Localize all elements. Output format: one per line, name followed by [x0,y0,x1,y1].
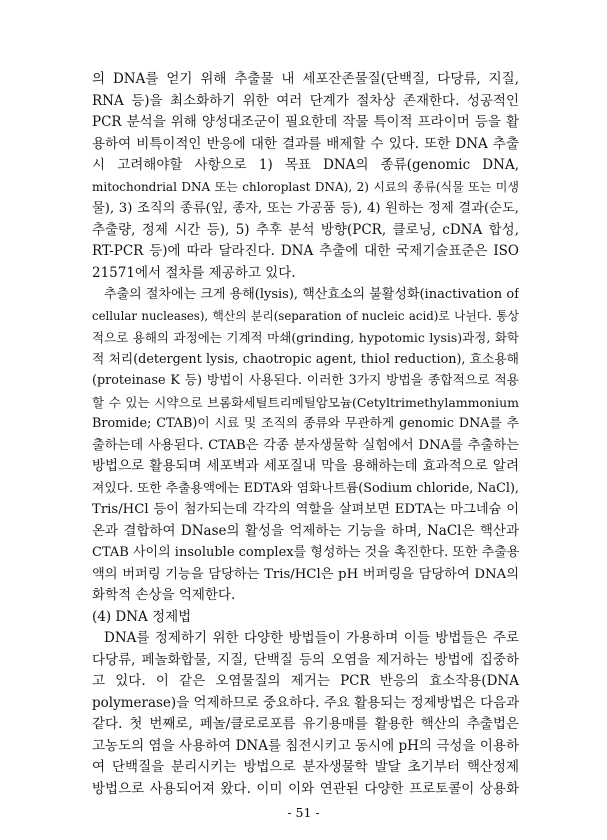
text-line: 액의 버퍼링 기능을 담당하는 Tris/HCl은 pH 버퍼링을 담당하여 DNA의 [92,566,519,582]
text-line: 적으로 용해의 과정에는 기계적 마쇄(grinding, hypotomic lysis)과정, 화학 [92,330,519,345]
text-line: 다당류, 페놀화합물, 지질, 단백질 등의 오염을 제거하는 방법에 집중하 [92,651,519,668]
text-line: 출하는데 사용된다. CTAB은 각종 분자생물학 실험에서 DNA를 추출하는 [92,437,519,453]
text-line: 방법으로 활용되며 세포벽과 세포질내 막을 용해하는데 효과적으로 알려 [92,458,519,474]
text-line: 물), 3) 조직의 종류(잎, 종자, 또는 가공품 등), 4) 원하는 정제 결과(순도, [92,201,519,216]
text-line: 여 단백질을 분리시키는 방법으로 분자생물학 발달 초기부터 핵산정제 [92,759,519,775]
text-line: 같다. 첫 번째로, 페놀/클로로포름 유기용매를 활용한 핵산의 추출법은 [92,716,519,732]
text-line: 방법으로 사용되어져 왔다. 이미 이와 연관된 다양한 프로토콜이 상용화 [92,780,519,797]
text-line: 적 처리(detergent lysis, chaotropic agent, thiol reduction), 효소용해 [92,351,519,367]
text-line: 화학적 손상을 억제한다. [92,587,236,603]
paragraph-dna-extraction-considerations [92,69,519,284]
text-line: 21571에서 절차를 제공하고 있다. [92,264,296,281]
text-line: 용하여 비특이적인 반응에 대한 결과를 배제할 수 있다. 또한 DNA 추출 [92,135,519,152]
text-line: RT-PCR 등)에 따라 달라진다. DNA 추출에 대한 국제기술표준은 ISO [92,243,519,259]
text-line: cellular nucleases), 핵산의 분리(separation of nucleic acid)로 나뉜다. 통상 [92,308,519,323]
text-line: PCR 분석을 위해 양성대조군이 필요한데 작물 특이적 프라이머 등을 활 [92,114,519,130]
text-line: 추출의 절차에는 크게 용해(lysis), 핵산효소의 불활성화(inactivation of [104,287,519,302]
section-heading: (4) DNA 정제법 [92,608,192,625]
paragraph-dna-purification [92,628,519,800]
text-line: 할 수 있는 시약으로 브롬화세틸트리메틸암모늄(Cetyltrimethylammonium [92,394,519,410]
text-line: (proteinase K 등) 방법이 사용된다. 이러한 3가지 방법을 종합적으로 적용 [92,373,519,388]
text-line: 시 고려해야할 사항으로 1) 목표 DNA의 종류(genomic DNA, [92,157,519,173]
text-line: DNA를 정제하기 위한 다양한 방법들이 가용하며 이들 방법들은 주로 [104,630,519,646]
text-line: 져있다. 또한 추출용액에는 EDTA와 염화나트륨(Sodium chloride, NaCl), [92,480,519,496]
text-line: 고농도의 염을 사용하여 DNA를 침전시키고 동시에 pH의 극성을 이용하 [92,737,519,754]
body-text [92,69,519,800]
text-line: CTAB 사이의 insoluble complex를 형성하는 것을 촉진한다. 또한 추출용 [92,545,519,560]
text-line: RNA 등)을 최소화하기 위한 여러 단계가 절차상 존재한다. 성공적인 [92,92,519,109]
section-dna-purification [92,607,519,801]
text-line: polymerase)을 억제하므로 중요하다. 주요 활용되는 정제방법은 다음과 [92,694,519,711]
text-line: 추출량, 정제 시간 등), 5) 추후 분석 방향(PCR, 클로닝, cDNA 합성, [92,221,519,238]
text-line: 의 DNA를 얻기 위해 추출물 내 세포잔존물질(단백질, 다당류, 지질, [92,71,519,87]
text-line: Tris/HCl 등이 첨가되는데 각각의 역할을 살펴보면 EDTA는 마그네슘 이 [92,502,519,517]
text-line: Bromide; CTAB)이 시료 및 조직의 종류와 무관하게 genomic DNA를 추 [92,416,519,431]
paragraph-extraction-procedure [92,284,519,607]
text-line: 고 있다. 이 같은 오염물질의 제거는 PCR 반응의 효소작용(DNA [92,673,519,689]
text-line: mitochondrial DNA 또는 chloroplast DNA), 2) 시료의 종류(식물 또는 미생 [92,179,519,194]
page-number: - 51 - [287,805,320,820]
text-line: 온과 결합하여 DNase의 활성을 억제하는 기능을 하며, NaCl은 핵산과 [92,522,519,539]
